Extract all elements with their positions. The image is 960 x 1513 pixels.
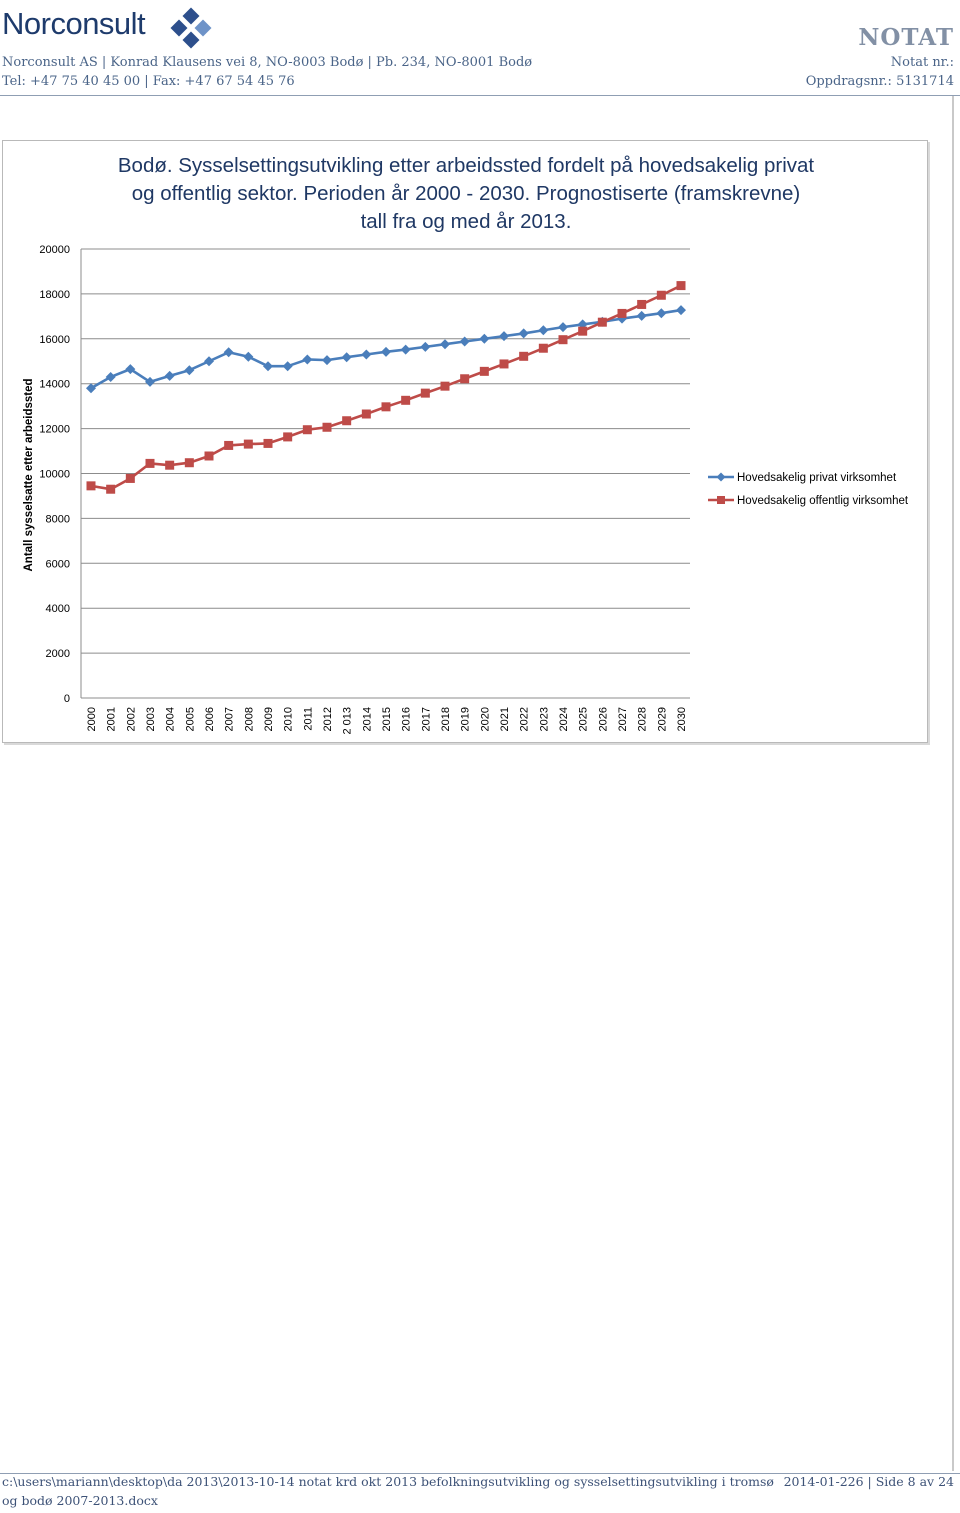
data-point: [146, 459, 155, 468]
data-point: [618, 309, 627, 318]
data-point: [441, 382, 450, 391]
data-point: [283, 432, 292, 441]
data-point: [165, 371, 175, 381]
x-tick-label: 2025: [577, 707, 590, 732]
page-right-rule: [952, 96, 954, 1471]
y-tick-label: 6000: [45, 558, 70, 571]
x-tick-label: 2021: [499, 707, 511, 732]
chart-gridlines: [81, 249, 690, 698]
data-point: [657, 291, 666, 300]
x-tick-label: 2002: [125, 707, 138, 732]
oppdragsnr-row: [806, 74, 954, 89]
legend-marker: [717, 496, 725, 504]
x-tick-label: 2000: [86, 707, 98, 732]
y-tick-labels: [39, 244, 70, 705]
data-point: [558, 322, 568, 332]
series-line: [91, 286, 681, 490]
oppdragsnr-label: Oppdragsnr.:: [805, 74, 892, 89]
x-tick-label: 2012: [322, 707, 334, 732]
data-point: [264, 439, 273, 448]
data-point: [656, 308, 666, 318]
data-point: [637, 311, 647, 321]
data-point: [106, 485, 115, 494]
x-tick-label: 2028: [636, 707, 649, 732]
data-point: [263, 361, 273, 371]
legend-marker: [717, 473, 726, 482]
data-point: [676, 305, 686, 315]
x-tick-label: 2024: [558, 707, 570, 732]
data-point: [244, 440, 253, 449]
data-point: [126, 474, 135, 483]
x-tick-label: 2003: [145, 707, 157, 732]
x-tick-label: 2018: [440, 707, 452, 732]
x-tick-label: 2005: [184, 707, 197, 732]
data-point: [204, 356, 214, 366]
x-tick-label: 2011: [302, 707, 315, 731]
x-tick-label: 2001: [105, 707, 118, 732]
legend-label: Hovedsakelig privat virksomhet: [737, 472, 897, 484]
data-point: [322, 355, 332, 365]
data-point: [401, 345, 411, 355]
data-point: [519, 352, 528, 361]
data-point: [519, 328, 529, 338]
data-point: [578, 327, 587, 336]
data-point: [479, 334, 489, 344]
x-tick-label: 2014: [361, 707, 374, 732]
data-point: [342, 416, 351, 425]
norconsult-logo-icon: [2, 4, 222, 52]
data-point: [303, 425, 312, 434]
data-point: [224, 441, 233, 450]
x-tick-label: 2027: [617, 707, 629, 732]
oppdragsnr-value: 5131714: [896, 74, 954, 89]
data-point: [342, 352, 352, 362]
footer-file-path: c:\users\mariann\desktop\da 2013\2013-10-14 notat krd okt 2013 befolkningsutvikling og sysselsettingsutvikling i tromsø: [2, 1474, 774, 1489]
data-point: [361, 350, 371, 360]
data-point: [401, 396, 410, 405]
chart-legend: [708, 472, 909, 507]
data-point: [362, 410, 371, 419]
x-tick-label: 2019: [459, 707, 472, 732]
data-point: [637, 300, 646, 309]
data-point: [323, 423, 332, 432]
chart-frame: [2, 140, 928, 743]
data-point: [677, 281, 686, 290]
data-point: [224, 347, 234, 357]
data-point: [500, 359, 509, 368]
footer-file-path-continued: og bodø 2007-2013.docx: [2, 1493, 158, 1508]
y-tick-label: 2000: [45, 648, 70, 661]
x-tick-label: 2008: [243, 707, 256, 732]
y-tick-label: 20000: [39, 244, 70, 256]
y-tick-label: 18000: [39, 288, 70, 301]
data-point: [480, 367, 489, 376]
data-point: [184, 365, 194, 375]
data-point: [106, 372, 116, 382]
data-point: [440, 339, 450, 349]
y-tick-label: 0: [63, 693, 70, 705]
data-point: [243, 352, 253, 362]
x-tick-label: 2020: [479, 707, 492, 732]
data-point: [559, 335, 568, 344]
x-tick-label: 2010: [282, 707, 295, 732]
data-point: [283, 361, 293, 371]
data-point: [538, 325, 548, 335]
legend-label: Hovedsakelig offentlig virksomhet: [737, 495, 909, 507]
notat-number-label: Notat nr.:: [890, 55, 954, 70]
x-tick-label: 2007: [223, 707, 236, 732]
data-point: [381, 347, 391, 357]
data-point: [302, 354, 312, 364]
y-tick-label: 8000: [45, 513, 70, 526]
company-address: Norconsult AS | Konrad Klausens vei 8, NO-8003 Bodø | Pb. 234, NO-8001 Bodø: [2, 55, 533, 70]
x-tick-label: 2004: [164, 707, 177, 732]
x-tick-label: 2026: [597, 707, 610, 732]
y-tick-label: 10000: [39, 468, 70, 481]
y-tick-label: 12000: [39, 423, 70, 436]
chart-series: [86, 281, 686, 494]
data-point: [420, 342, 430, 352]
employment-line-chart: [3, 141, 927, 742]
x-tick-label: 2015: [381, 707, 393, 732]
x-tick-label: 2030: [676, 707, 688, 732]
data-point: [382, 402, 391, 411]
data-point: [205, 451, 214, 460]
data-point: [499, 331, 509, 341]
chart-title: [118, 154, 815, 233]
data-point: [421, 389, 430, 398]
data-point: [87, 481, 96, 490]
chart-title-line: Bodø. Sysselsettingsutvikling etter arbeidssted fordelt på hovedsakelig privat: [117, 154, 815, 177]
data-point: [86, 383, 96, 393]
x-tick-label: 2029: [656, 707, 669, 732]
x-tick-label: 2023: [538, 707, 551, 732]
data-point: [165, 461, 174, 470]
y-tick-label: 14000: [39, 378, 70, 391]
y-axis-label: Antall sysselsatte etter arbeidssted: [23, 378, 35, 572]
x-tick-label: 2 013: [341, 707, 354, 735]
x-tick-labels: [86, 707, 688, 735]
data-point: [539, 344, 548, 353]
x-tick-label: 2017: [420, 707, 433, 732]
x-tick-label: 2009: [263, 707, 275, 732]
data-point: [185, 458, 194, 467]
data-point: [598, 318, 607, 327]
company-contact: Tel: +47 75 40 45 00 | Fax: +47 67 54 45 76: [2, 74, 295, 89]
document-type: NOTAT: [858, 24, 954, 51]
company-logo-text: Norconsult: [2, 6, 146, 41]
chart-title-line: tall fra og med år 2013.: [360, 210, 572, 233]
y-tick-label: 16000: [39, 333, 70, 346]
footer-date-page: 2014-01-226 | Side 8 av 24: [783, 1474, 954, 1489]
data-point: [460, 336, 470, 346]
chart-title-line: og offentlig sektor. Perioden år 2000 - 2030. Prognostiserte (framskrevne): [131, 182, 801, 205]
x-tick-label: 2022: [518, 707, 531, 732]
y-tick-label: 4000: [45, 603, 70, 616]
header-divider: [0, 95, 960, 96]
x-tick-label: 2016: [400, 707, 413, 732]
data-point: [460, 374, 469, 383]
x-tick-label: 2006: [204, 707, 216, 732]
